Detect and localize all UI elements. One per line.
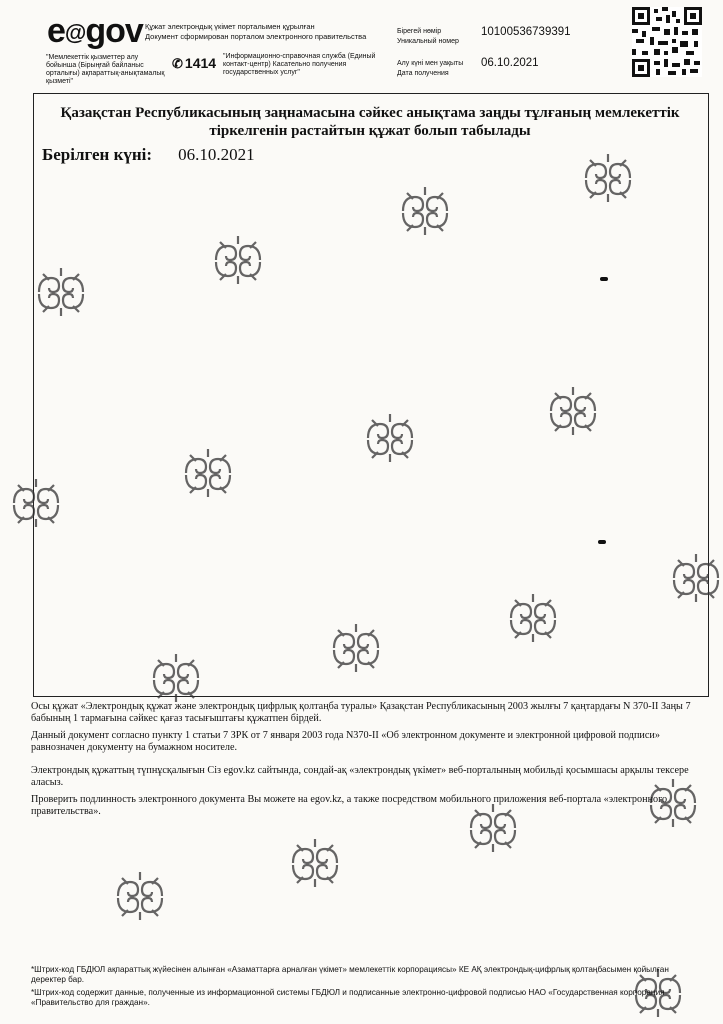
barcode-footnote-kz: *Штрих-код ГБДЮЛ ақпараттық жүйесінен алынған «Азаматтарға арналған үкімет» мемлекеттік корпорациясы» КЕ АҚ электрондық-цифрлық қолтаңбасымен қойылған деректер бар. <box>31 965 669 984</box>
ornament-watermark-icon <box>505 590 561 646</box>
ornament-watermark-icon <box>362 410 418 466</box>
verification-note-ru: Проверить подлинность электронного документа Вы можете на egov.kz, а также посредством мобильного приложения веб-портала «электронного правительства». <box>31 794 668 817</box>
ornament-watermark-icon <box>33 264 89 320</box>
ornament-watermark-icon <box>580 150 636 206</box>
ornament-watermark-icon <box>210 232 266 288</box>
document-header <box>0 0 723 92</box>
issue-date-line <box>42 145 255 165</box>
unique-number: 10100536739391 <box>481 26 571 38</box>
issue-date-value: 06.10.2021 <box>178 145 255 164</box>
meta-values <box>481 26 571 69</box>
qr-code-icon <box>632 7 702 77</box>
ornament-watermark-icon <box>545 383 601 439</box>
portal-note <box>145 22 385 42</box>
ornament-watermark-icon <box>8 475 64 531</box>
ornament-watermark-icon <box>180 445 236 501</box>
issue-date-label: Берілген күні: <box>42 145 153 164</box>
verification-note-kz: Электрондық құжаттың түпнұсқалығын Сіз egov.kz сайтында, сондай-ақ «электрондық үкімет» веб-порталының мобильді қосымшасы арқылы тексере аласыз. <box>31 765 689 788</box>
legal-note-kz: Осы құжат «Электрондық құжат және электрондық цифрлық қолтаңба туралы» Қазақстан Республикасының 2003 жылғы 7 қаңтардағы N 370-II Заңы 7 бабының 1 тармағына сәйкес қағаз тасығыштағы құжатпен бірдей. <box>31 701 691 724</box>
ornament-watermark-icon <box>668 550 723 606</box>
ornament-watermark-icon <box>328 620 384 676</box>
legal-note-ru: Данный документ согласно пункту 1 статьи 7 ЗРК от 7 января 2003 года N370-II «Об электронном документе и электронной цифровой подписи» равнозначен документу на бумажном носителе. <box>31 730 660 753</box>
contact-phone: ✆ 1414 <box>172 55 217 71</box>
date-label-kz: Алу күні мен уақыты <box>397 60 464 67</box>
portal-note-ru: Документ сформирован порталом электронного правительства <box>145 32 367 41</box>
meta-labels <box>397 27 463 91</box>
ornament-watermark-icon <box>287 835 343 891</box>
date-label-ru: Дата получения <box>397 70 449 77</box>
service-description-kz: "Мемлекеттік қызметтер алу бойынша (Бірыңғай байланыс орталығы) ақпараттық-анықтамалық қызметі" <box>46 54 165 85</box>
reg-label-ru: Уникальный номер <box>397 38 459 45</box>
phone-icon: ✆ <box>172 56 183 71</box>
document-title: Қазақстан Республикасының заңнамасына сәйкес анықтама заңды тұлғаның мемлекеттік тіркелгенін растайтын құжат болып табылады <box>60 105 680 139</box>
barcode-footnote-ru: *Штрих-код содержит данные, полученные из информационной системы ГБДЮЛ и подписанные электронно-цифровой подписью НАО «Государственная корпорация «Правительство для граждан». <box>31 988 665 1007</box>
reg-label-kz: Бірегей нөмір <box>397 28 442 35</box>
egov-logo: e@gov <box>47 12 143 50</box>
ornament-watermark-icon <box>148 650 204 706</box>
service-description-ru: "Информационно-справочная служба (Единый контакт-центр) Касательно получения государственных услуг" <box>223 53 376 76</box>
portal-note-kz: Құжат электрондық үкімет порталымен құрылған <box>145 22 315 31</box>
ornament-watermark-icon <box>112 868 168 924</box>
ink-mark <box>600 277 608 281</box>
ink-mark <box>598 540 606 544</box>
receipt-date: 06.10.2021 <box>481 57 539 69</box>
ornament-watermark-icon <box>397 183 453 239</box>
